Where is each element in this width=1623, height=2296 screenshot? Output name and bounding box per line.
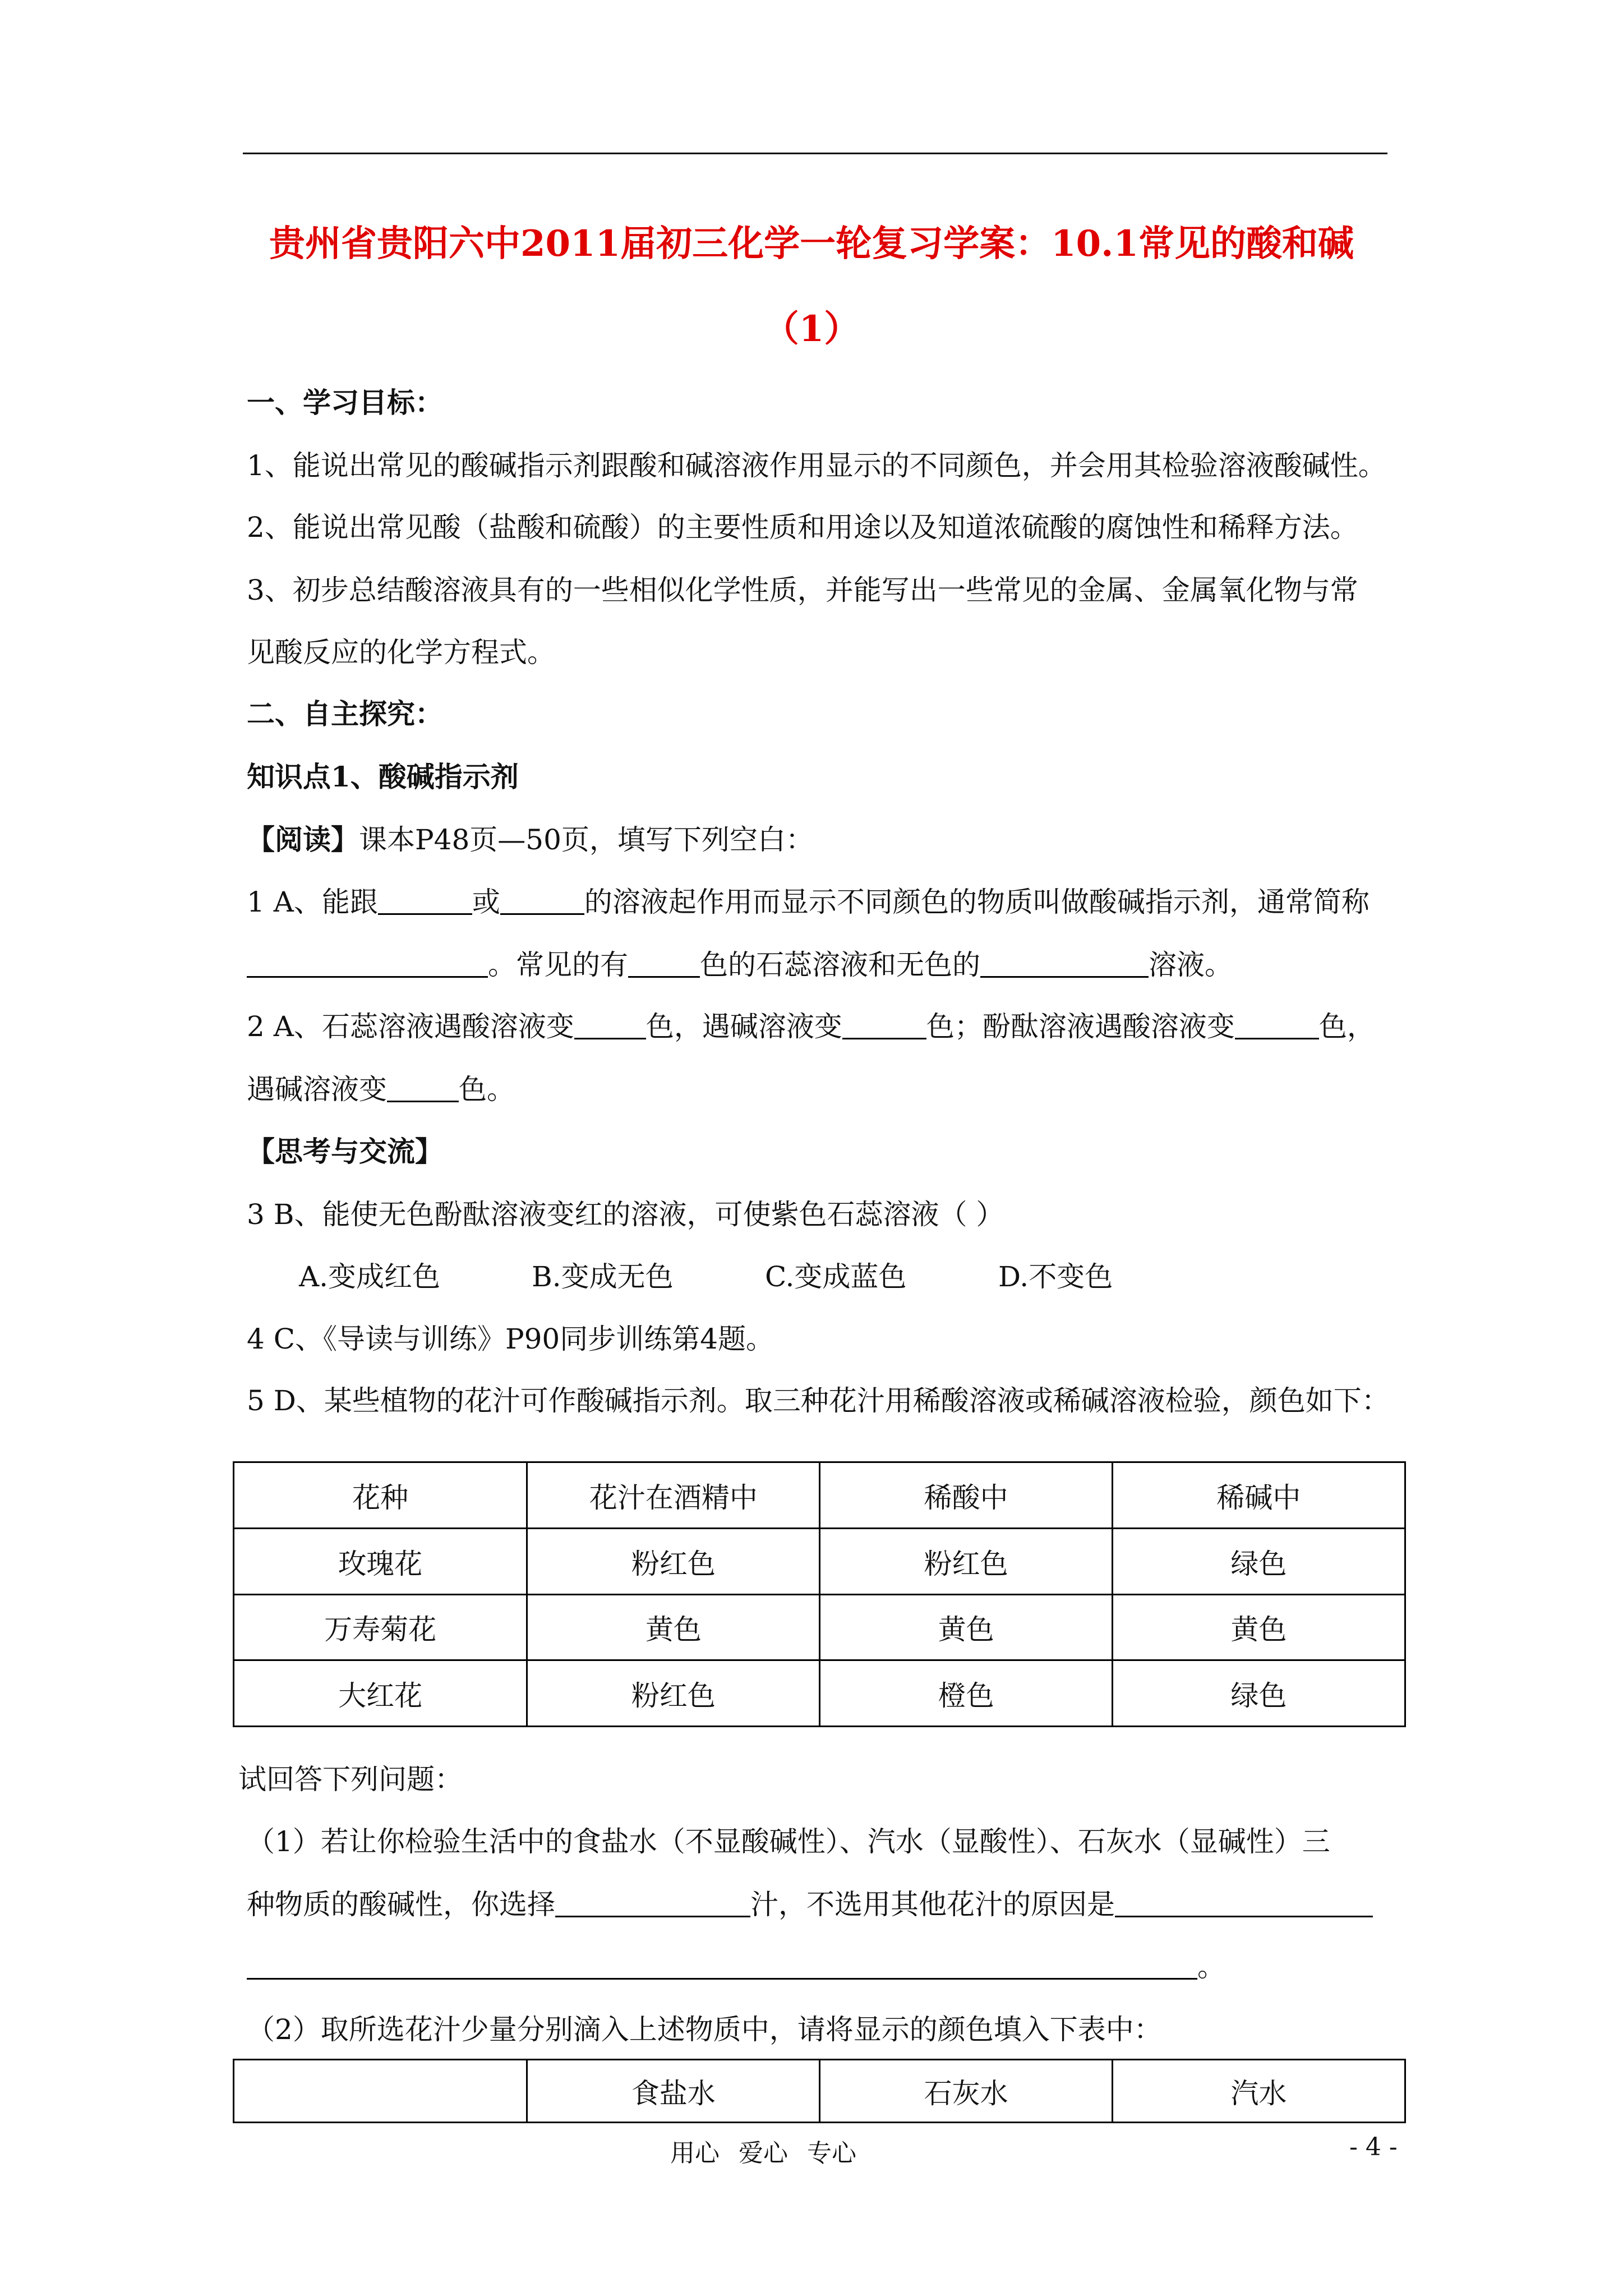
sq1-text-a: 种物质的酸碱性，你选择: [247, 1888, 555, 1921]
q2-text-e: 遇碱溶液变: [247, 1073, 387, 1106]
q1-text-f: 溶液。: [1149, 949, 1233, 981]
table-cell: 黄色: [820, 1595, 1112, 1660]
q1-text-c: 的溶液起作用而显示不同颜色的物质叫做酸碱指示剂，通常简称: [584, 886, 1370, 918]
fill-blank[interactable]: [574, 1013, 646, 1039]
table-header-row: [234, 2060, 1405, 2123]
table-row: [234, 1595, 1405, 1660]
sq1-text-end: 。: [1197, 1950, 1225, 1983]
table-cell: 绿色: [1112, 1529, 1405, 1595]
question-3: 3 B、能使无色酚酞溶液变红的溶液，可使紫色石蕊溶液（ ）: [247, 1198, 1004, 1231]
table-cell: 粉红色: [820, 1529, 1112, 1595]
reading-tag: 【阅读】: [247, 823, 359, 856]
sub-question-1-line2: [247, 1888, 1373, 1921]
table-row: [234, 1660, 1405, 1727]
table-header-cell: [234, 2060, 527, 2123]
table-row: [234, 1529, 1405, 1595]
header-rule: [243, 153, 1387, 154]
q2-text-b: 色，遇碱溶液变: [645, 1010, 842, 1043]
objective-2: 2、能说出常见酸（盐酸和硫酸）的主要性质和用途以及知道浓硫酸的腐蚀性和稀释方法。: [247, 511, 1358, 544]
table-cell: 粉红色: [527, 1529, 820, 1595]
q3-option-c[interactable]: C.变成蓝色: [765, 1260, 907, 1293]
objective-3-cont: 见酸反应的化学方程式。: [247, 636, 555, 669]
table-header-cell: 稀酸中: [820, 1462, 1112, 1529]
question-4: 4 C、《导读与训练》P90同步训练第4题。: [247, 1323, 774, 1355]
fill-blank[interactable]: [378, 889, 472, 915]
table-header-cell: 石灰水: [820, 2060, 1112, 2123]
table-cell: 橙色: [820, 1660, 1112, 1727]
doc-title-part: （1）: [763, 308, 860, 350]
q3-option-b[interactable]: B.变成无色: [532, 1260, 674, 1293]
table-cell: 黄色: [527, 1595, 820, 1660]
table-cell: 黄色: [1112, 1595, 1405, 1660]
fill-blank[interactable]: [1115, 1891, 1373, 1917]
objective-1: 1、能说出常见的酸碱指示剂跟酸和碱溶液作用显示的不同颜色，并会用其检验溶液酸碱性。: [247, 449, 1386, 482]
q2-text-a: 2 A、石蕊溶液遇酸溶液变: [247, 1010, 574, 1043]
sample-color-table: [233, 2059, 1406, 2123]
section2-heading: 二、自主探究：: [247, 697, 443, 730]
q1-text-e: 色的石蕊溶液和无色的: [700, 949, 980, 981]
table-header-cell: 花汁在酒精中: [527, 1462, 820, 1529]
q3-option-d[interactable]: D.不变色: [998, 1260, 1113, 1293]
reading-text: 课本P48页—50页，填写下列空白：: [359, 823, 814, 856]
table-cell: 粉红色: [527, 1660, 820, 1727]
table-header-cell: 稀碱中: [1112, 1462, 1405, 1529]
question-5: 5 D、某些植物的花汁可作酸碱指示剂。取三种花汁用稀酸溶液或稀碱溶液检验，颜色如下：: [247, 1384, 1390, 1417]
fill-blank[interactable]: [1235, 1013, 1319, 1039]
flower-indicator-table: [233, 1461, 1406, 1727]
objective-3: 3、初步总结酸溶液具有的一些相似化学性质，并能写出一些常见的金属、金属氧化物与常: [247, 574, 1358, 606]
q2-text-d: 色，: [1318, 1010, 1375, 1043]
fill-blank[interactable]: [247, 1953, 1197, 1980]
footer-motto: 用心 爱心 专心: [670, 2139, 856, 2168]
fill-blank[interactable]: [500, 889, 584, 915]
question-2-line2: [247, 1073, 515, 1106]
knowledge-point-1: 知识点1、酸碱指示剂: [247, 760, 519, 793]
table-header-cell: 花种: [234, 1462, 527, 1529]
questions-intro: 试回答下列问题：: [238, 1763, 463, 1796]
question-2-line1: [247, 1010, 1375, 1043]
q1-text-a: 1 A、能跟: [247, 886, 378, 918]
q1-text-b: 或: [472, 886, 500, 918]
table-cell: 万寿菊花: [234, 1595, 527, 1660]
sub-question-1-line3: [247, 1950, 1225, 1984]
doc-title: 贵州省贵阳六中2011届初三化学一轮复习学案：10.1常见的酸和碱: [269, 223, 1354, 265]
fill-blank[interactable]: [628, 951, 700, 978]
question-1-line1: [247, 885, 1370, 919]
table-header-cell: 汽水: [1112, 2060, 1405, 2123]
table-cell: 玫瑰花: [234, 1529, 527, 1595]
fill-blank[interactable]: [247, 951, 488, 978]
sub-question-1-line1: （1）若让你检验生活中的食盐水（不显酸碱性）、汽水（显酸性）、石灰水（显碱性）三: [247, 1825, 1330, 1858]
fill-blank[interactable]: [387, 1076, 459, 1102]
q1-text-d: 。常见的有: [488, 949, 628, 981]
think-heading: 【思考与交流】: [247, 1135, 443, 1168]
section1-heading: 一、学习目标：: [247, 386, 443, 419]
table-header-row: [234, 1462, 1405, 1529]
q2-text-f: 色。: [459, 1073, 515, 1106]
table-cell: 绿色: [1112, 1660, 1405, 1727]
table-cell: 大红花: [234, 1660, 527, 1727]
q2-text-c: 色；酚酞溶液遇酸溶液变: [926, 1010, 1235, 1043]
table-header-cell: 食盐水: [527, 2060, 820, 2123]
question-1-line2: [247, 948, 1233, 982]
fill-blank[interactable]: [980, 951, 1149, 978]
page-number: - 4 -: [1349, 2133, 1398, 2161]
q3-option-a[interactable]: A.变成红色: [299, 1260, 441, 1293]
reading-line: [247, 823, 814, 857]
fill-blank[interactable]: [842, 1013, 926, 1039]
fill-blank[interactable]: [555, 1891, 750, 1917]
sub-question-2: （2）取所选花汁少量分别滴入上述物质中，请将显示的颜色填入下表中：: [247, 2013, 1162, 2046]
sq1-text-b: 汁，不选用其他花汁的原因是: [750, 1888, 1115, 1921]
